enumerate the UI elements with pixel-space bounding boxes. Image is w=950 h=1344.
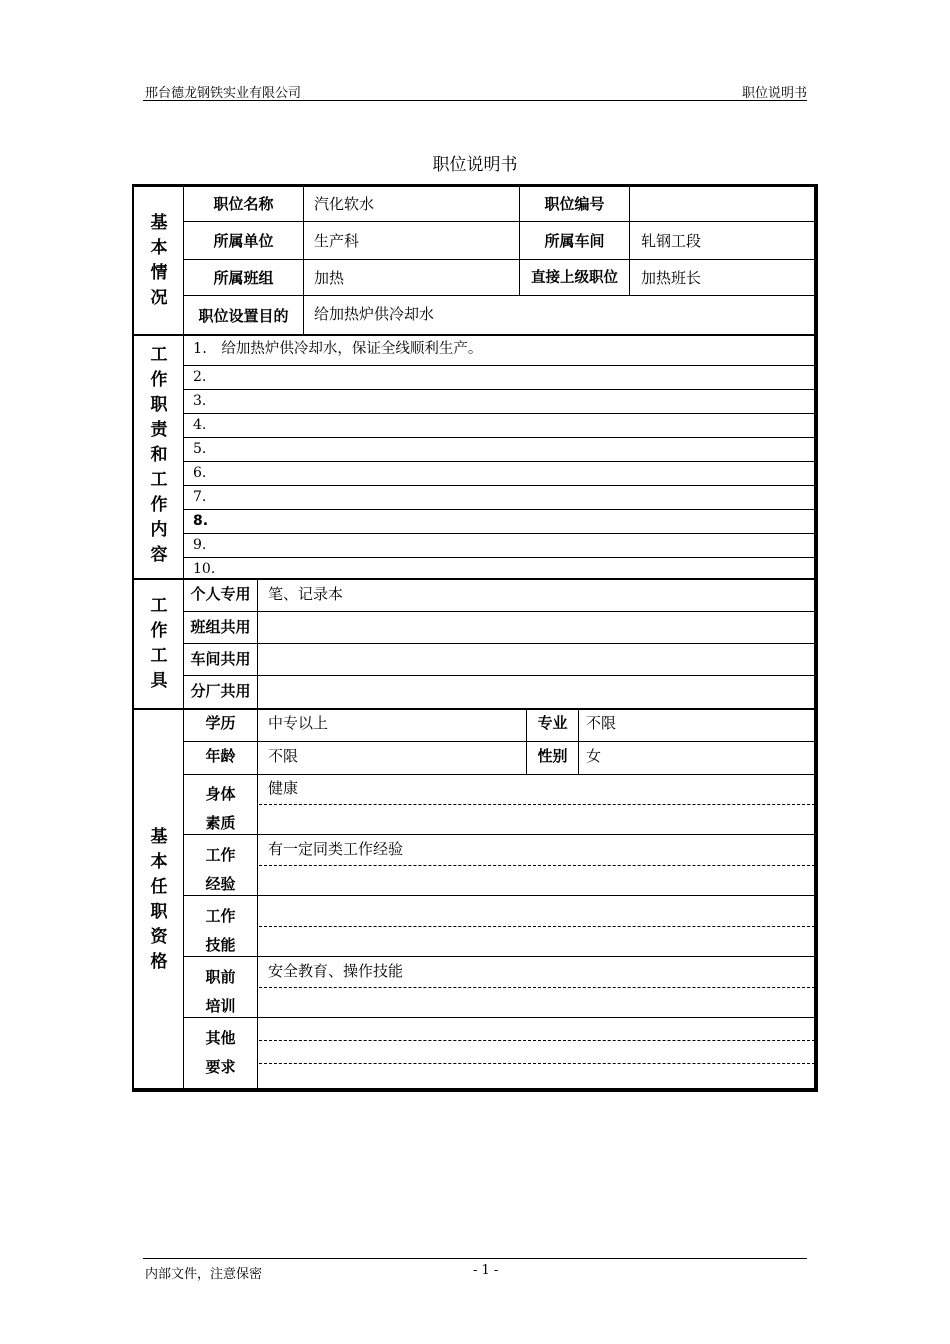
duty-item: 7. [193, 489, 207, 505]
job-description-table [132, 184, 818, 1092]
duty-item: 2. [193, 369, 207, 385]
tool-row-value: 笔、记录本 [268, 585, 344, 603]
age-value: 不限 [268, 747, 299, 765]
education-label: 学历 [205, 714, 236, 732]
duty-item: 10. [193, 561, 216, 577]
tool-row-label: 分厂共用 [190, 682, 251, 700]
other-label: 其他 要求 [205, 1029, 236, 1076]
experience-label: 工作 经验 [205, 846, 236, 893]
duty-item: 6. [193, 465, 207, 481]
position-name-value: 汽化软水 [314, 195, 375, 213]
duty-item: 9. [193, 537, 207, 553]
major-label: 专业 [537, 714, 568, 732]
gender-label: 性别 [537, 747, 568, 765]
duty-item: 4. [193, 417, 207, 433]
section-duties: 工 作 职 责 和 工 作 内 容 [150, 345, 168, 565]
gender-value: 女 [586, 747, 602, 765]
major-value: 不限 [586, 714, 617, 732]
duty-item: 5. [193, 441, 207, 457]
unit-label: 所属单位 [213, 232, 274, 250]
company-name: 邢台德龙钢铁实业有限公司 [145, 86, 302, 101]
physical-value: 健康 [268, 779, 299, 797]
confidential-note: 内部文件，注意保密 [145, 1267, 263, 1282]
superior-value: 加热班长 [641, 269, 702, 287]
duty-item: 1. 给加热炉供冷却水，保证全线顺利生产。 [193, 341, 483, 357]
training-label: 职前 培训 [205, 968, 236, 1015]
experience-value: 有一定同类工作经验 [268, 840, 404, 858]
workshop-value: 轧钢工段 [641, 232, 702, 250]
page-number: - 1 - [473, 1263, 499, 1278]
header-doc-type: 职位说明书 [741, 86, 807, 101]
section-qualifications: 基 本 任 职 资 格 [150, 827, 168, 972]
workshop-label: 所属车间 [544, 232, 605, 250]
tool-row-label: 班组共用 [190, 618, 251, 636]
page-footer [143, 1258, 807, 1282]
age-label: 年龄 [205, 747, 236, 765]
page-header [143, 82, 807, 101]
tool-row-label: 车间共用 [190, 650, 251, 668]
education-value: 中专以上 [268, 714, 329, 732]
section-tools: 工 作 工 具 [150, 596, 168, 691]
document-title: 职位说明书 [432, 155, 518, 175]
training-value: 安全教育、操作技能 [268, 962, 404, 980]
skills-label: 工作 技能 [205, 907, 236, 954]
purpose-value: 给加热炉供冷却水 [314, 305, 435, 323]
position-name-label: 职位名称 [213, 195, 274, 213]
team-label: 所属班组 [213, 269, 274, 287]
team-value: 加热 [314, 269, 345, 287]
superior-label: 直接上级职位 [531, 270, 618, 286]
section-basic-info: 基 本 情 况 [150, 213, 168, 308]
position-code-label: 职位编号 [544, 195, 605, 213]
duty-item: 3. [193, 393, 207, 409]
physical-label: 身体 素质 [205, 785, 236, 832]
unit-value: 生产科 [314, 232, 360, 250]
purpose-label: 职位设置目的 [198, 307, 289, 325]
duty-item: 8. [193, 513, 209, 529]
tool-row-label: 个人专用 [190, 585, 251, 603]
